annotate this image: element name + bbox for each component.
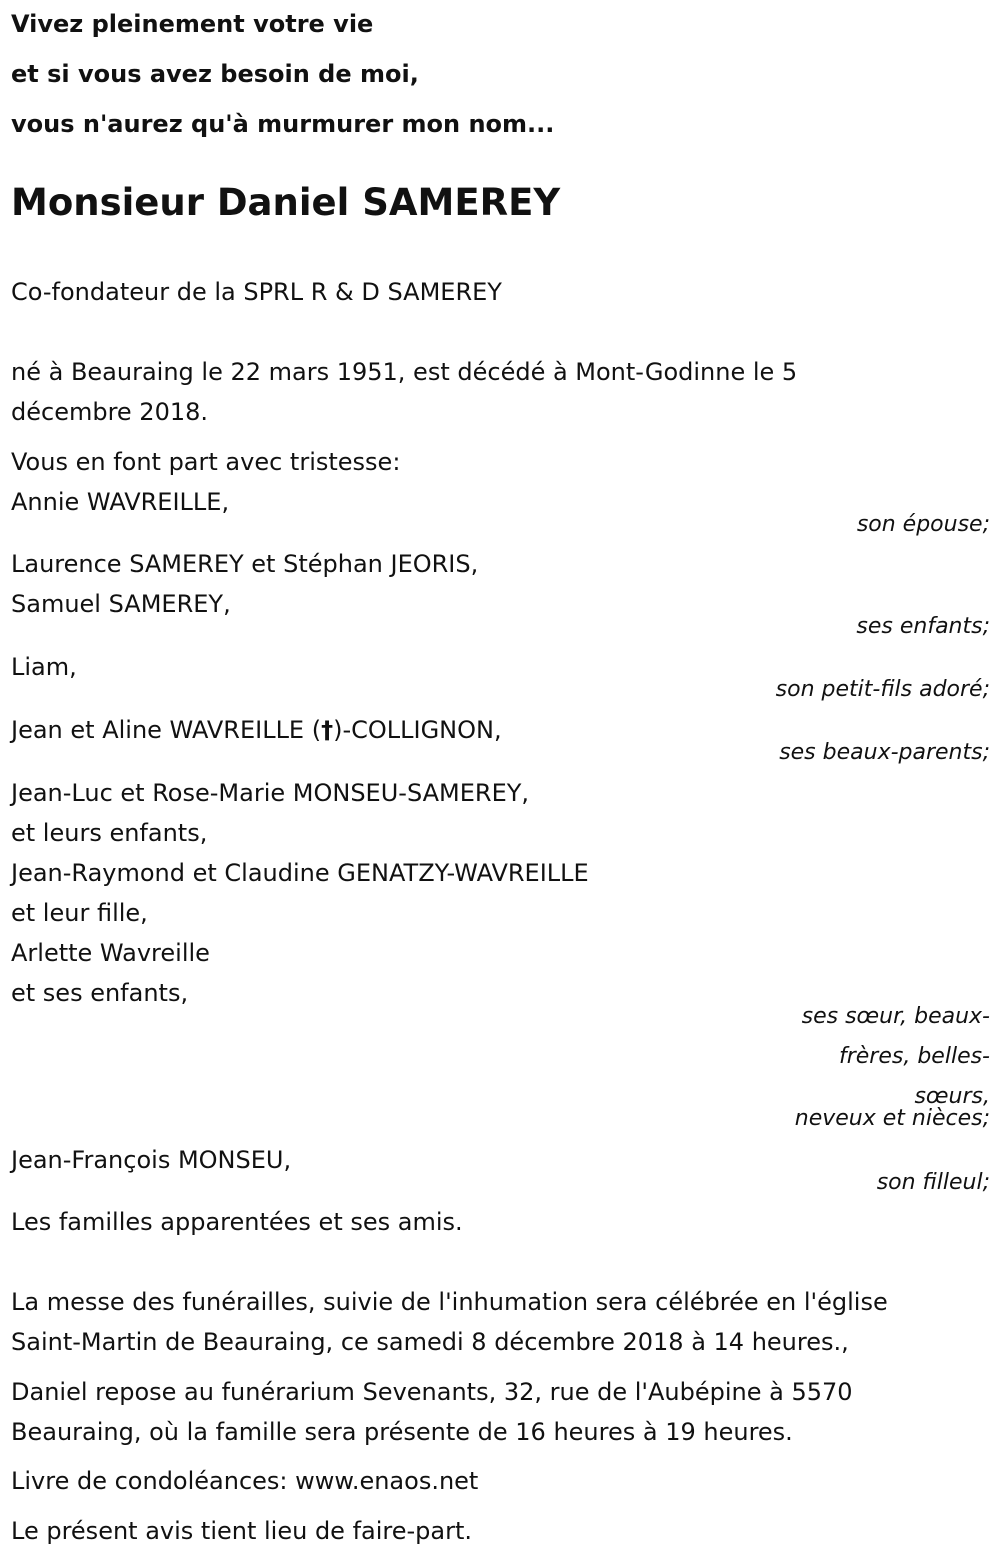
sibling-line-2: et leurs enfants, — [11, 819, 208, 847]
siblings-relation-line-1: ses sœur, beaux- — [801, 1004, 990, 1029]
poem-line-3: vous n'aurez qu'à murmurer mon nom... — [11, 110, 555, 138]
condolences-line: Livre de condoléances: www.enaos.net — [11, 1467, 479, 1495]
sibling-line-4: et leur fille, — [11, 899, 148, 927]
grandson-relation: son petit-fils adoré; — [775, 677, 990, 702]
others-line: Les familles apparentées et ses amis. — [11, 1208, 463, 1236]
sibling-line-3: Jean-Raymond et Claudine GENATZY-WAVREILLE — [11, 859, 589, 887]
parents-in-law-name-end: )-COLLIGNON, — [333, 716, 502, 744]
siblings-relation-line-3: sœurs, — [914, 1084, 990, 1109]
parents-in-law-name-start: Jean et Aline WAVREILLE ( — [11, 716, 322, 744]
poem-line-1: Vivez pleinement votre vie — [11, 10, 374, 38]
parents-in-law-relation: ses beaux-parents; — [779, 740, 990, 765]
grandson-name: Liam, — [11, 653, 77, 681]
visitation-line-1: Daniel repose au funérarium Sevenants, 32, rue de l'Aubépine à 5570 — [11, 1378, 853, 1406]
children-relation: ses enfants; — [856, 614, 990, 639]
godson-relation: son filleul; — [876, 1170, 990, 1195]
birth-death-line-2: décembre 2018. — [11, 398, 209, 426]
notice-line: Le présent avis tient lieu de faire-part. — [11, 1517, 473, 1545]
mass-line-2: Saint-Martin de Beauraing, ce samedi 8 décembre 2018 à 14 heures., — [11, 1328, 849, 1356]
parents-in-law-name — [11, 715, 502, 745]
visitation-line-2: Beauraing, où la famille sera présente de 16 heures à 19 heures. — [11, 1418, 793, 1446]
sibling-line-1: Jean-Luc et Rose-Marie MONSEU-SAMEREY, — [11, 779, 530, 807]
mass-line-1: La messe des funérailles, suivie de l'inhumation sera célébrée en l'église — [11, 1288, 888, 1316]
sibling-line-6: et ses enfants, — [11, 979, 189, 1007]
siblings-relation-line-4: neveux et nièces; — [794, 1106, 990, 1131]
godson-name: Jean-François MONSEU, — [11, 1146, 292, 1174]
child-name-1: Laurence SAMEREY et Stéphan JEORIS, — [11, 550, 479, 578]
child-name-2: Samuel SAMEREY, — [11, 590, 231, 618]
siblings-relation-line-2: frères, belles- — [838, 1044, 990, 1069]
announcers-intro: Vous en font part avec tristesse: — [11, 448, 401, 476]
birth-death-line-1: né à Beauraing le 22 mars 1951, est décédé à Mont-Godinne le 5 — [11, 358, 798, 386]
deceased-name: Monsieur Daniel SAMEREY — [11, 181, 561, 224]
poem-line-2: et si vous avez besoin de moi, — [11, 60, 419, 88]
spouse-relation: son épouse; — [856, 512, 990, 537]
sibling-line-5: Arlette Wavreille — [11, 939, 210, 967]
cross-icon: † — [321, 716, 334, 744]
spouse-name: Annie WAVREILLE, — [11, 488, 230, 516]
deceased-role: Co-fondateur de la SPRL R & D SAMEREY — [11, 278, 502, 306]
